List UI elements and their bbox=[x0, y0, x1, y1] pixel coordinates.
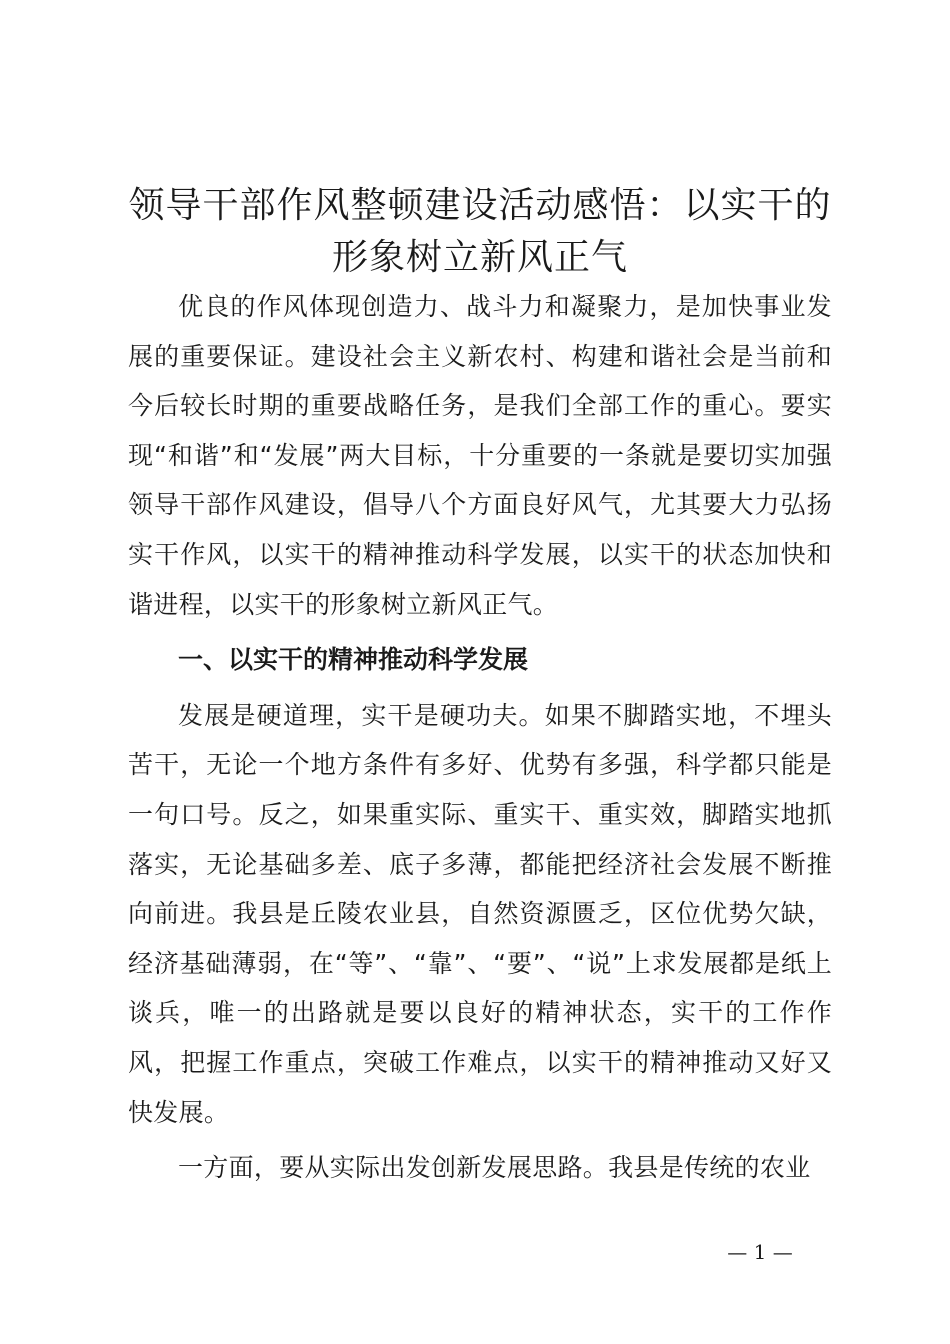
section-paragraph: 发展是硬道理，实干是硬功夫。如果不脚踏实地，不埋头苦干，无论一个地方条件有多好、优势有多强，科学都只能是一句口号。反之，如果重实际、重实干、重实效，脚踏实地抓落实，无论基础多差、底子多薄，都能把经济社会发展不断推向前进。我县是丘陵农业县，自然资源匮乏，区位优势欠缺，经济基础薄弱，在“等”、“靠”、“要”、“说”上求发展都是纸上谈兵，唯一的出路就是要以良好的精神状态，实干的工作作风，把握工作重点，突破工作难点，以实干的精神推动又好又快发展。 bbox=[128, 700, 832, 1127]
intro-paragraph: 优良的作风体现创造力、战斗力和凝聚力，是加快事业发展的重要保证。建设社会主义新农村、构建和谐社会是当前和今后较长时期的重要战略任务，是我们全部工作的重心。要实现“和谐”和“发展”两大目标，十分重要的一条就是要切实加强领导干部作风建设，倡导八个方面良好风气，尤其要大力弘扬实干作风，以实干的精神推动科学发展，以实干的状态加快和谐进程，以实干的形象树立新风正气。 bbox=[128, 292, 832, 619]
section-heading: 一、以实干的精神推动科学发展 bbox=[178, 645, 529, 675]
document-title: 领导干部作风整顿建设活动感悟：以实干的形象树立新风正气 bbox=[128, 185, 832, 278]
page-number: — 1 — bbox=[727, 1240, 793, 1264]
document-body bbox=[128, 282, 832, 1193]
continuation-paragraph: 一方面，要从实际出发创新发展思路。我县是传统的农业 bbox=[178, 1153, 811, 1183]
